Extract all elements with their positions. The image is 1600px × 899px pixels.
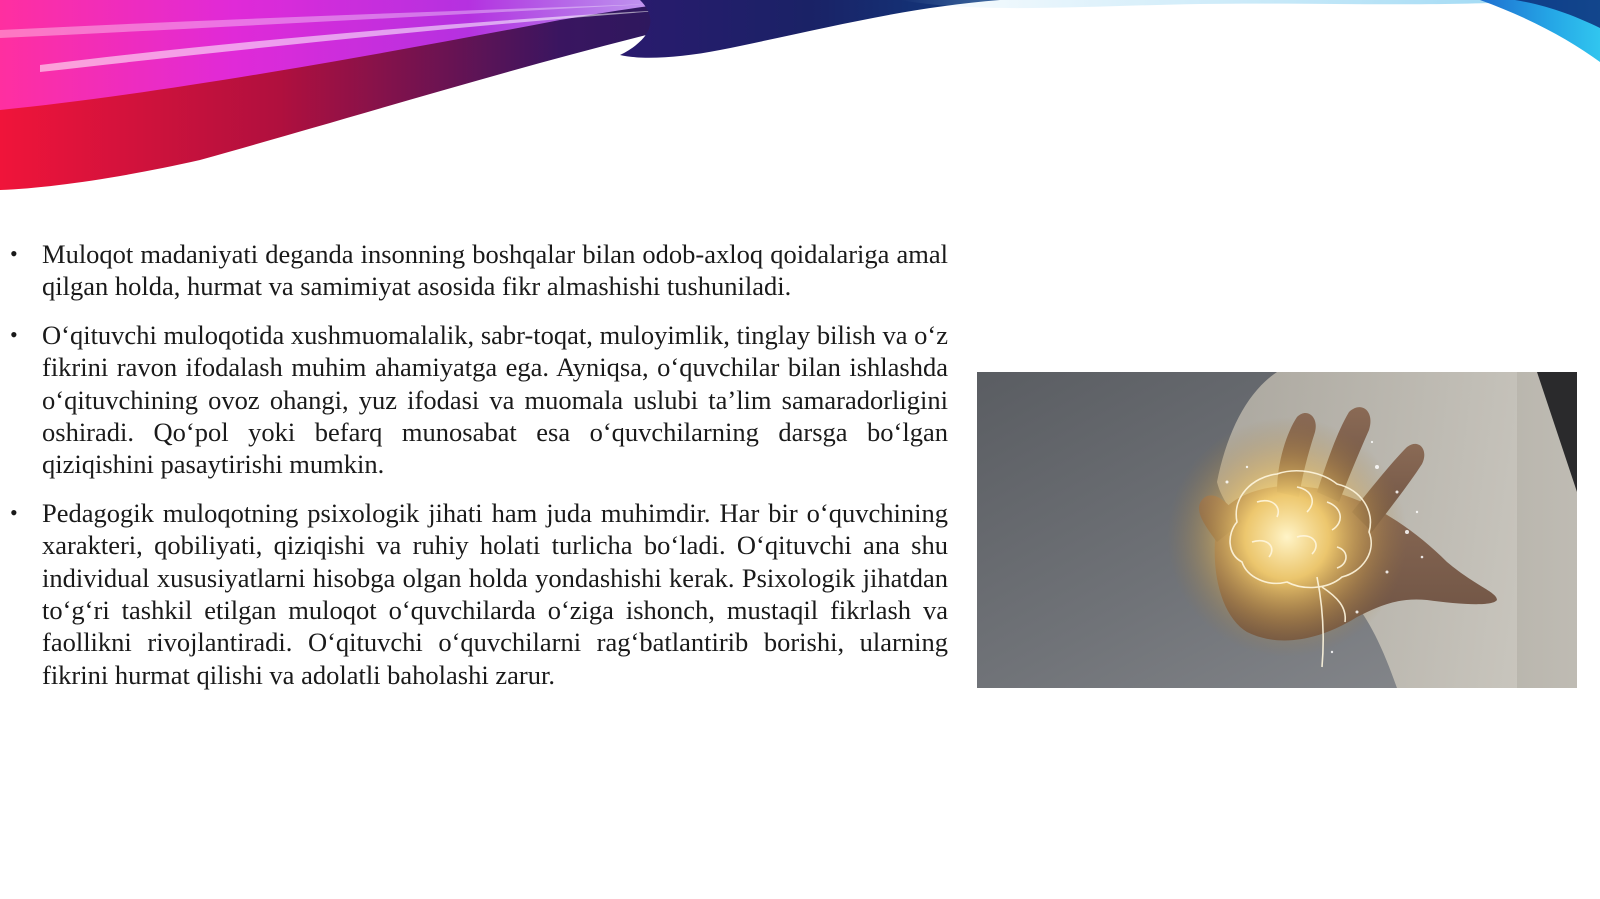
bullet-text: O‘qituvchi muloqotida xushmuomalalik, sabr-toqat, muloyimlik, tinglay bilish va o‘z fikrini ravon ifodalash muhim ahamiyatga ega. Ayniqsa, o‘quvchilar bilan ishlashda o‘qituvchining ovoz ohangi, yuz ifodasi va muomala uslubi ta’lim samaradorligini oshiradi. Qo‘pol yoki befarq munosabat esa o‘quvchilarning darsga bo‘lgan qiziqishini pasaytirishi mumkin. xyxy=(42,319,948,480)
decorative-swoosh-banner xyxy=(0,0,1600,200)
bullet-marker: • xyxy=(10,321,18,347)
bullet-item xyxy=(10,497,948,691)
glowing-brain-in-hand-image xyxy=(977,372,1577,688)
bullet-item xyxy=(10,319,948,481)
bullet-list xyxy=(10,238,948,707)
bullet-text: Pedagogik muloqotning psixologik jihati ham juda muhimdir. Har bir o‘quvchining xarakteri, qobiliyati, qiziqishi va ruhiy holati turlicha bo‘ladi. O‘qituvchi ana shu individual xususiyatlarni hisobga olgan holda yondashishi kerak. Psixologik jihatdan to‘g‘ri tashkil etilgan muloqot o‘quvchilarda o‘ziga ishonch, mustaqil fikrlash va faollikni rivojlantiradi. O‘qituvchi o‘quvchilarni rag‘batlantirib borishi, ularning fikrini hurmat qilishi va adolatli baholashi zarur. xyxy=(42,497,948,690)
bullet-marker: • xyxy=(10,499,18,525)
bullet-text: Muloqot madaniyati deganda insonning boshqalar bilan odob-axloq qoidalariga amal qilgan holda, hurmat va samimiyat asosida fikr almashishi tushuniladi. xyxy=(42,239,948,302)
bullet-marker: • xyxy=(10,241,18,266)
bullet-item xyxy=(10,238,948,303)
